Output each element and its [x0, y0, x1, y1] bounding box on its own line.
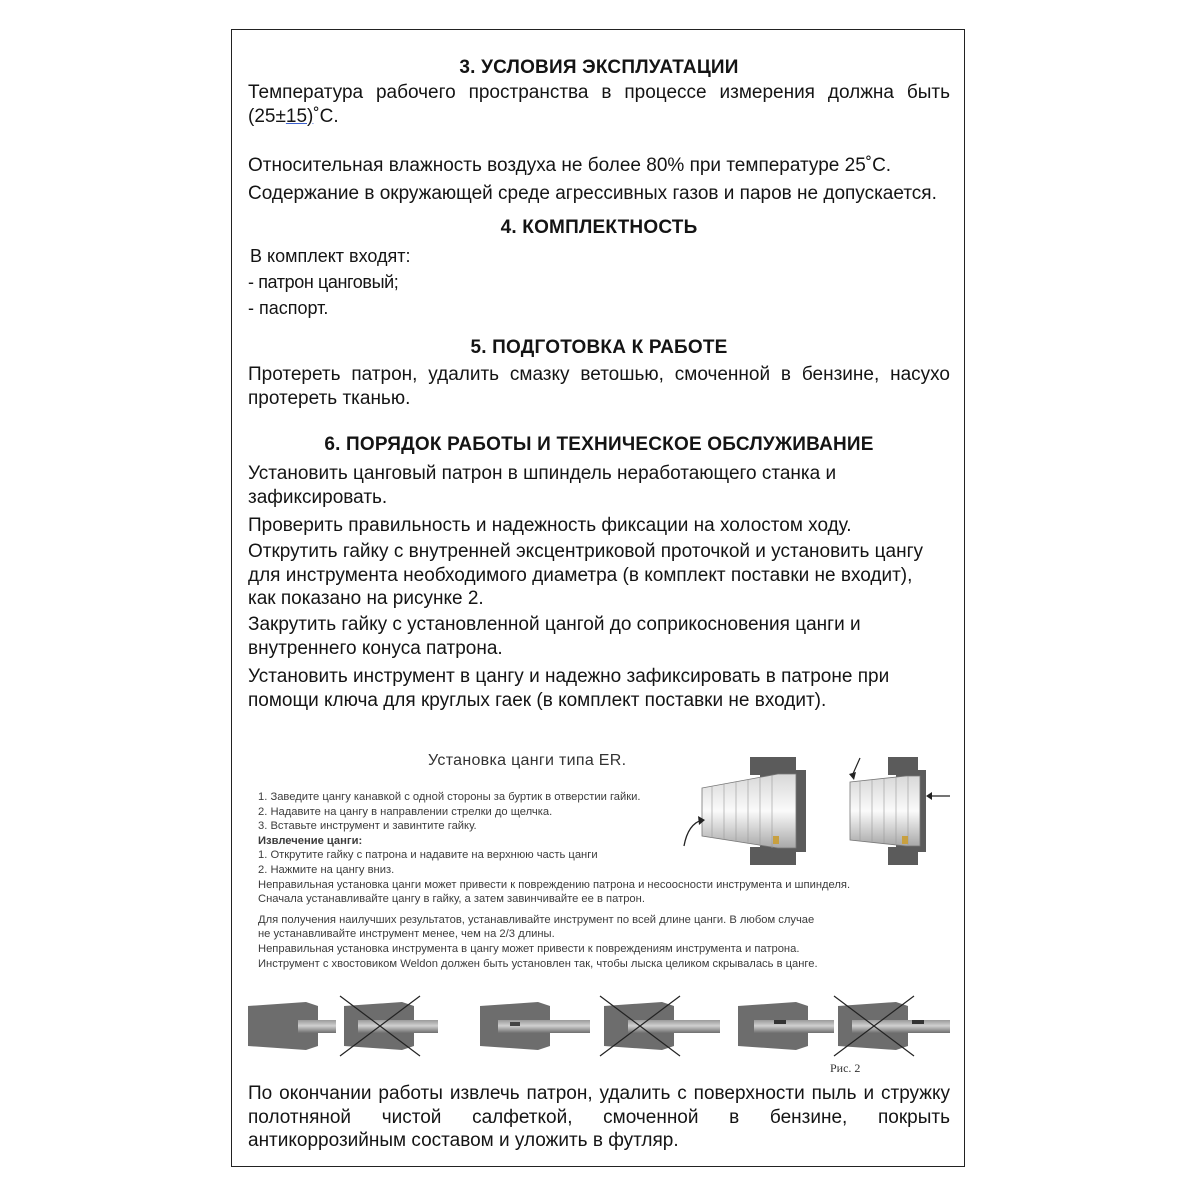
tool-example-incorrect-1 — [340, 996, 438, 1056]
tool-example-incorrect-2 — [600, 996, 720, 1056]
section-4-item-2: - паспорт. — [248, 298, 329, 318]
figure-line-heading: Извлечение цанги: — [258, 834, 363, 847]
section-6-paragraph-1: Установить цанговый патрон в шпиндель неработающего станка и зафиксировать. — [248, 463, 837, 508]
tool-example-correct-2 — [480, 1002, 590, 1050]
figure-line: Инструмент с хвостовиком Weldon должен быть установлен так, чтобы лыска целиком скрывалась в цанге. — [258, 957, 818, 970]
collet-seated-illustration — [840, 752, 952, 872]
figure-line: 1. Заведите цангу канавкой с одной стороны за буртик в отверстии гайки. — [258, 791, 641, 803]
figure-line: 2. Нажмите на цангу вниз. — [258, 863, 395, 876]
section-5-title: 5. ПОДГОТОВКА К РАБОТЕ — [470, 337, 728, 358]
section-6-paragraph-3: Открутить гайку с внутренней эксцентриковой проточкой и установить цангу для инструмента необходимого диаметра (в комплект поставки не входит), как показано на рисунке 2. — [248, 541, 924, 609]
section-4-intro: В комплект входят: — [250, 246, 411, 266]
figure-line: Для получения наилучших результатов, устанавливайте инструмент по всей длине цанги. В любом случае — [258, 913, 815, 926]
figure-er-collet-installation — [248, 748, 952, 1078]
collet-insertion-illustration — [678, 752, 818, 872]
figure-title: Установка цанги типа ER. — [428, 752, 627, 769]
section-5-paragraph-1: Протереть патрон, удалить смазку ветошью, смоченной в бензине, насухо протереть тканью. — [248, 364, 950, 409]
section-4-title: 4. КОМПЛЕКТНОСТЬ — [500, 217, 698, 238]
section-6-paragraph-5: Установить инструмент в цангу и надежно зафиксировать в патроне при помощи ключа для круглых гаек (в комплект поставки не входит). — [248, 666, 890, 711]
figure-line: 2. Надавите на цангу в направлении стрелки до щелчка. — [258, 805, 553, 818]
section-3-temp-unit: ˚С. — [313, 105, 339, 127]
section-3-title: 3. УСЛОВИЯ ЭКСПЛУАТАЦИИ — [459, 57, 739, 78]
figure-line: 1. Открутите гайку с патрона и надавите на верхнюю часть цанги — [258, 849, 598, 862]
section-4-item-1: - патрон цанговый; — [248, 272, 399, 292]
section-3-temp-underlined: 15) — [285, 105, 314, 127]
figure-line: 3. Вставьте инструмент и завинтите гайку. — [258, 820, 477, 833]
section-6-title: 6. ПОРЯДОК РАБОТЫ И ТЕХНИЧЕСКОЕ ОБСЛУЖИВАНИЕ — [324, 434, 874, 455]
figure-line: Неправильная установка инструмента в цангу может привести к повреждениям инструмента и патрона. — [258, 942, 800, 955]
section-3-temp-text: Температура рабочего пространства в процессе измерения должна быть (25± — [248, 82, 950, 127]
figure-caption: Рис. 2 — [830, 1061, 861, 1075]
figure-line: Неправильная установка цанги может привести к повреждению патрона и несоосности инструмента и шпинделя. — [258, 878, 851, 891]
tool-insertion-examples — [248, 994, 952, 1058]
tool-example-incorrect-3 — [834, 996, 950, 1056]
section-6-paragraph-2: Проверить правильность и надежность фиксации на холостом ходу. — [248, 515, 852, 536]
document-page — [231, 29, 965, 1167]
section-3-paragraph-3: Содержание в окружающей среде агрессивных газов и паров не допускается. — [248, 183, 937, 204]
section-6-paragraph-6: По окончании работы извлечь патрон, удалить с поверхности пыль и стружку полотняной чистой салфеткой, смоченной в бензине, покрыть антикоррозийным составом и уложить в футляр. — [248, 1083, 950, 1151]
figure-line: не устанавливайте инструмент менее, чем на 2/3 длины. — [258, 928, 555, 941]
figure-line: Сначала устанавливайте цангу в гайку, а затем завинчивайте ее в патрон. — [258, 893, 645, 906]
tool-example-correct-3 — [738, 1002, 834, 1050]
section-3-paragraph-1 — [248, 81, 950, 128]
tool-example-correct-1 — [248, 1002, 336, 1050]
section-6-paragraph-4: Закрутить гайку с установленной цангой до соприкосновения цанги и внутреннего конуса патрона. — [248, 614, 861, 659]
section-3-paragraph-2: Относительная влажность воздуха не более 80% при температуре 25˚С. — [248, 155, 892, 176]
